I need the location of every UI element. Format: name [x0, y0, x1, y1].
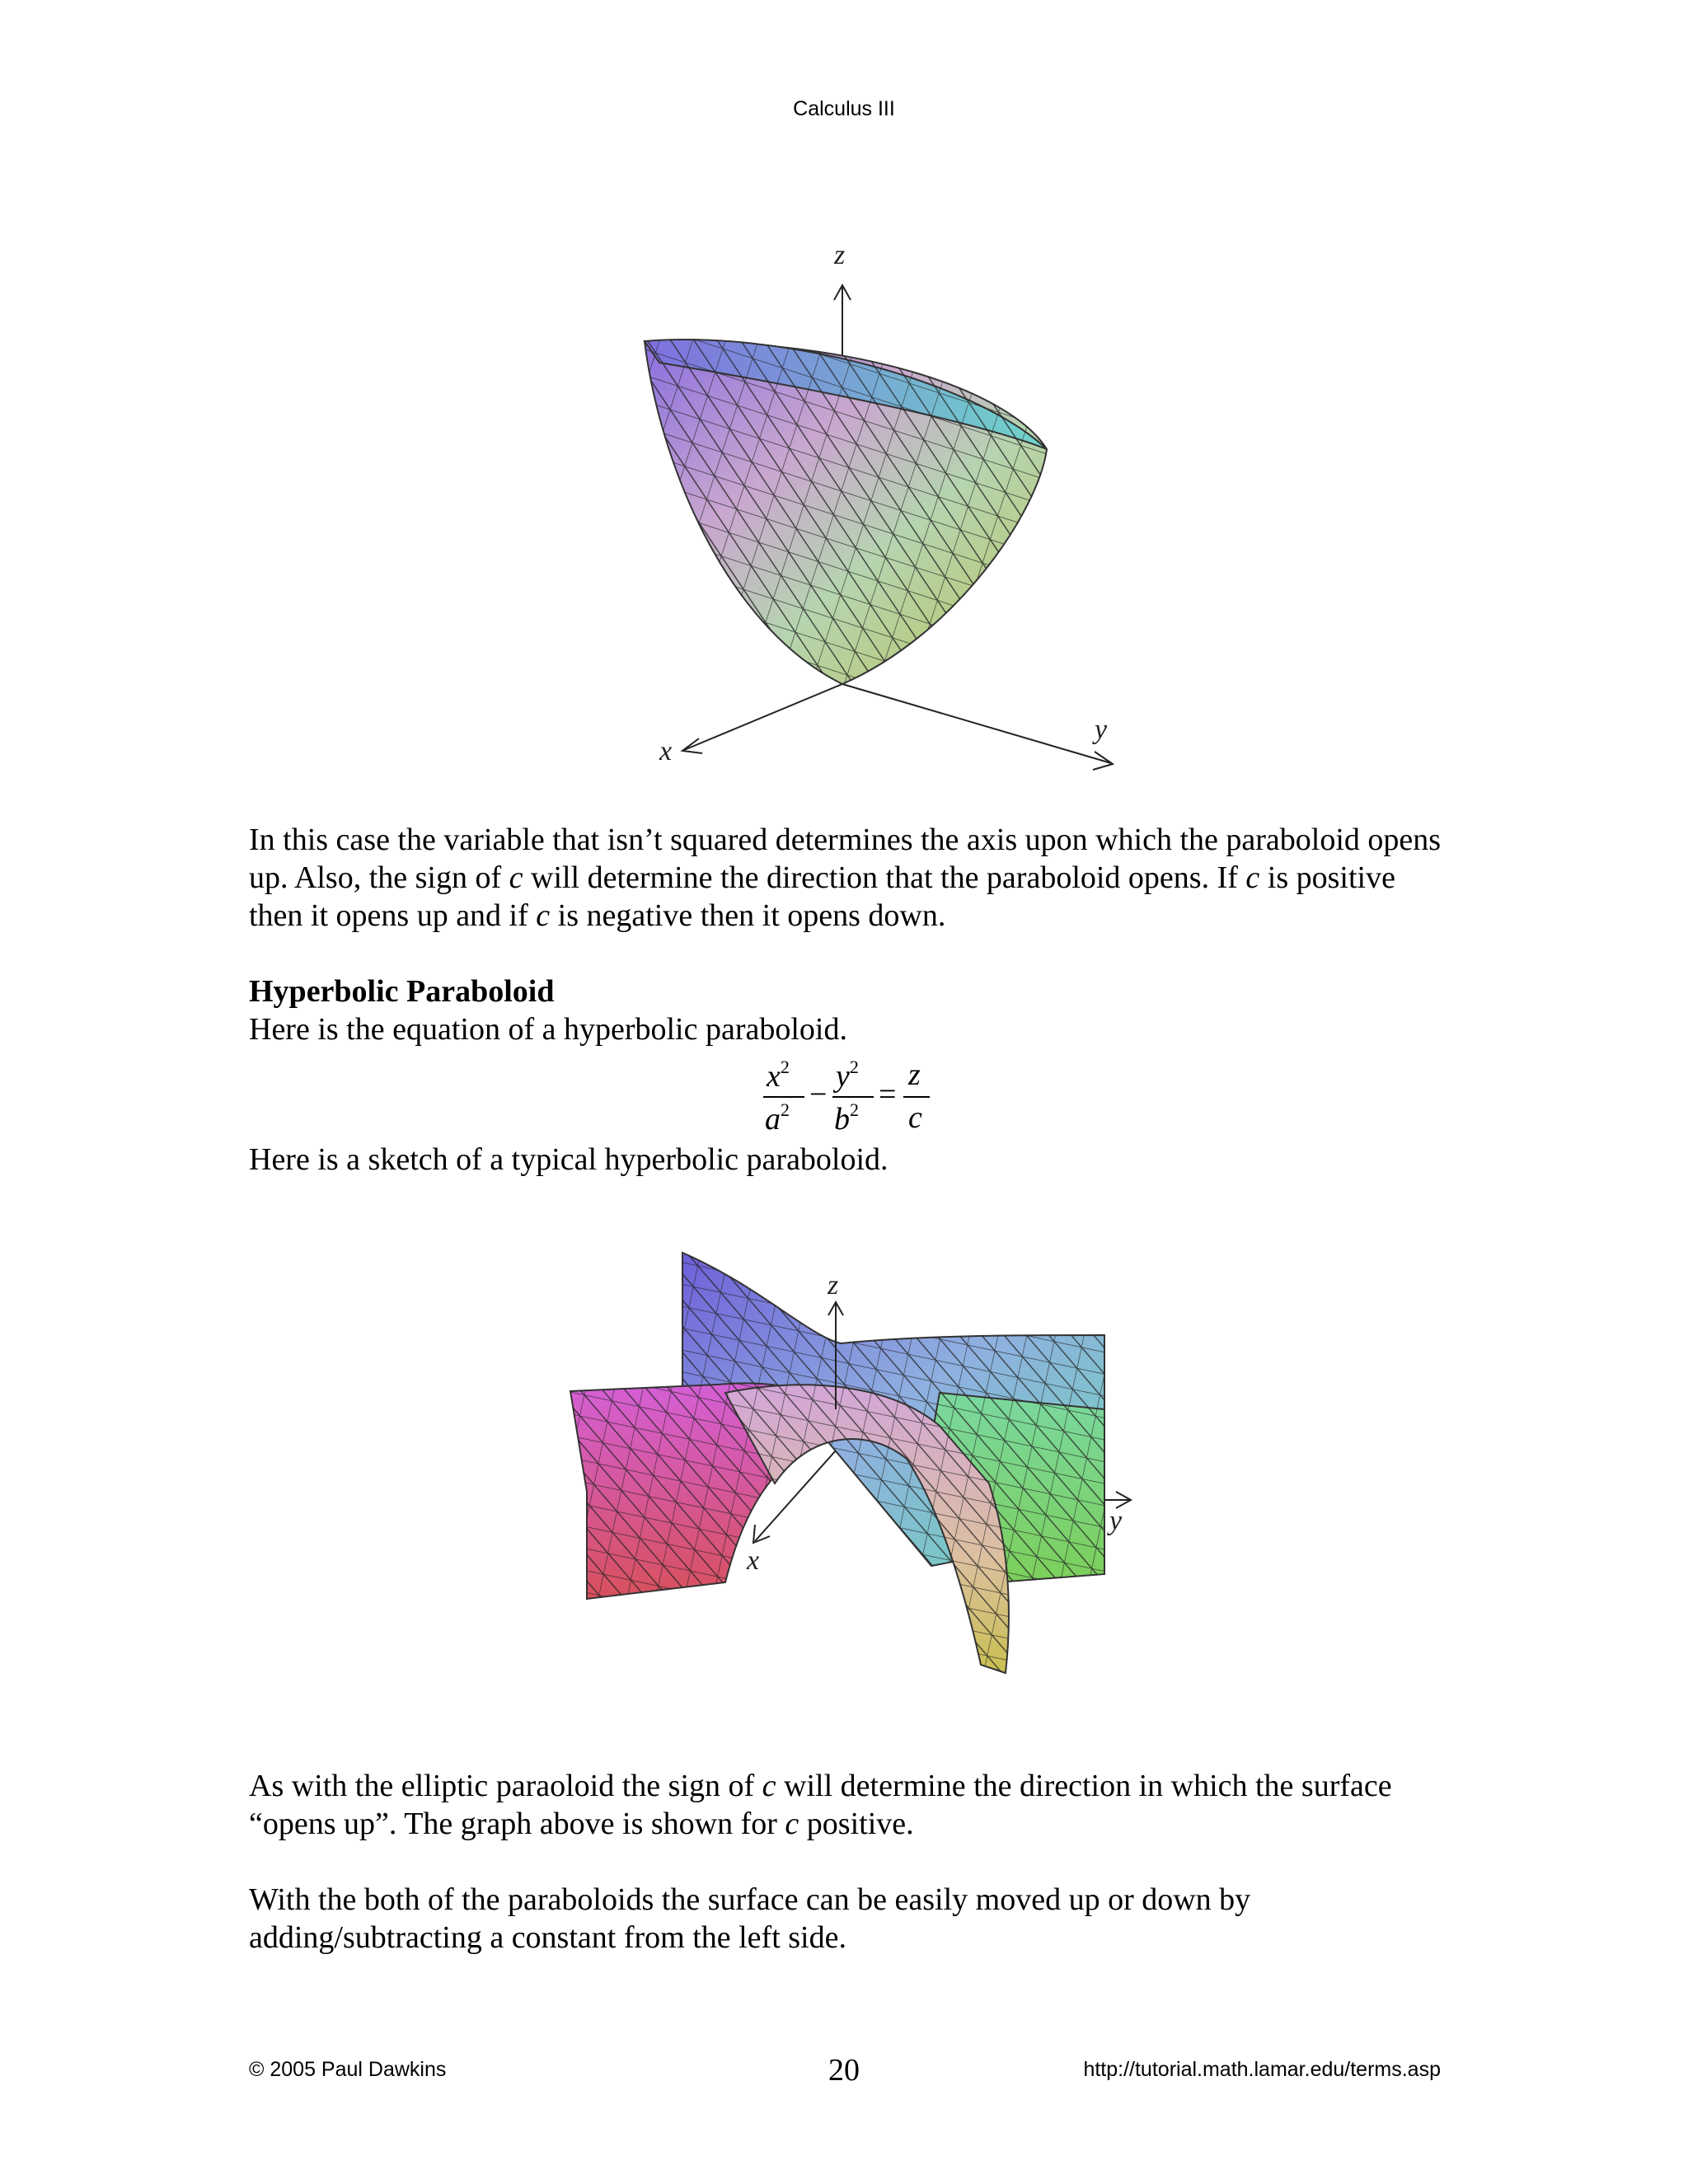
- elliptic-paraboloid-figure: [626, 239, 1137, 783]
- z-axis-label: z: [828, 1270, 839, 1301]
- hyperbolic-paraboloid-equation: $x^2$ $a^2$ − $y^2$ $b^2$ = z c: [750, 1052, 940, 1142]
- x-axis-label: x: [747, 1545, 760, 1576]
- paragraph-opens-up: As with the elliptic paraoloid the sign of c will determine the direction in which the surface “opens up”. The graph above is shown for c positive.: [249, 1769, 1392, 1841]
- sketch-intro: Here is a sketch of a typical hyperbolic paraboloid.: [249, 1142, 889, 1177]
- footer-copyright: © 2005 Paul Dawkins: [249, 2058, 447, 2081]
- section-heading: Hyperbolic Paraboloid: [249, 974, 555, 1009]
- page-header: Calculus III: [793, 97, 895, 120]
- footer-url[interactable]: http://tutorial.math.lamar.edu/terms.asp: [1083, 2058, 1441, 2081]
- page-number: 20: [828, 2053, 860, 2088]
- y-axis-label: y: [1095, 715, 1108, 745]
- paragraph-paraboloid-axis: In this case the variable that isn’t squared determines the axis upon which the paraboloid opens up. Also, the sign of c will determine the direction that the paraboloid opens. If c is positive then it opens up and if c is negative then it opens down.: [249, 823, 1442, 933]
- z-axis-label: z: [834, 240, 846, 270]
- equation-intro: Here is the equation of a hyperbolic paraboloid.: [249, 1012, 847, 1047]
- hyperbolic-paraboloid-figure: [560, 1236, 1162, 1698]
- x-axis-label: x: [659, 736, 673, 766]
- y-axis-label: y: [1109, 1506, 1123, 1536]
- paragraph-shift: With the both of the paraboloids the surface can be easily moved up or down by adding/subtracting a constant from the left side.: [249, 1882, 1251, 1955]
